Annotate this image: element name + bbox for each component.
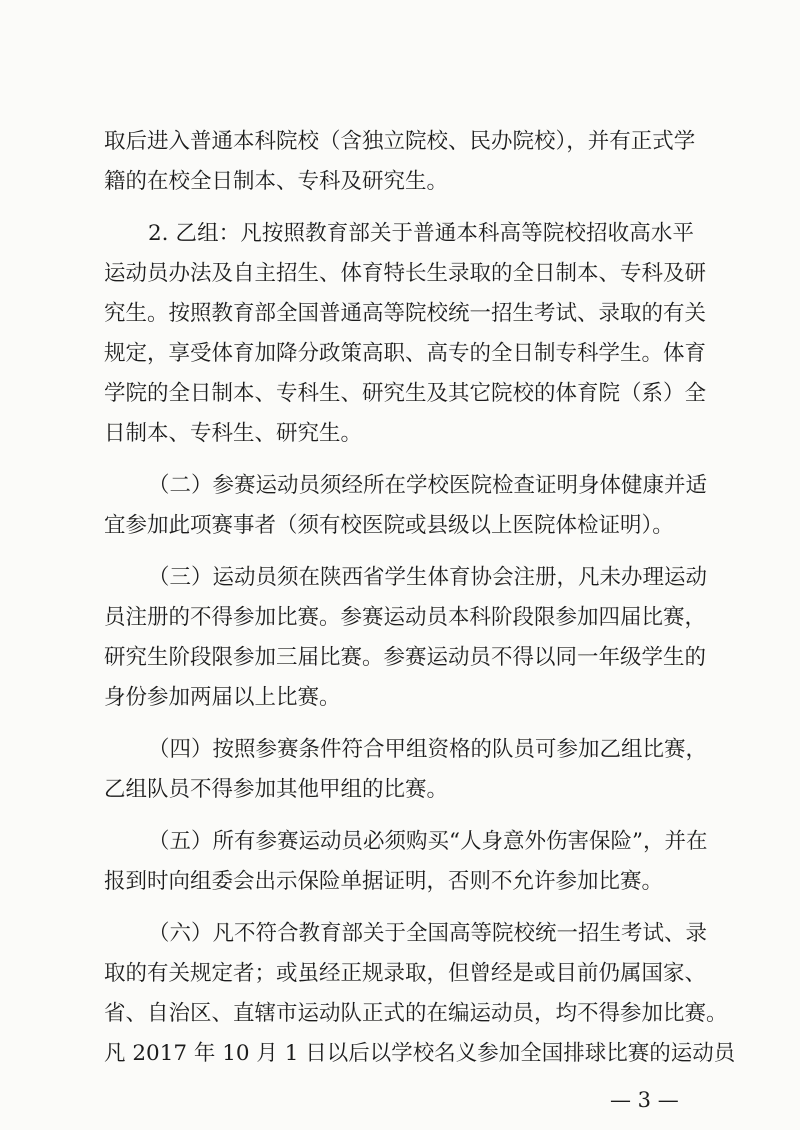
text-line: （三）运动员须在陕西省学生体育协会注册，凡未办理运动 xyxy=(148,565,708,590)
text-line: （五）所有参赛运动员必须购买“人身意外伤害保险”，并在 xyxy=(148,829,708,854)
page-number: — 3 — xyxy=(610,1088,679,1112)
text-line: 身份参加两届以上比赛。 xyxy=(104,685,341,710)
paragraph-section-2 xyxy=(104,466,708,546)
text-line: 籍的在校全日制本、专科及研究生。 xyxy=(104,169,449,194)
text-line: （六）凡不符合教育部关于全国高等院校统一招生考试、录 xyxy=(148,921,708,946)
text-line: 乙组队员不得参加其他甲组的比赛。 xyxy=(104,777,449,802)
paragraph-section-3 xyxy=(104,558,708,718)
text-line: 日制本、专科生、研究生。 xyxy=(104,421,363,446)
paragraph-section-5 xyxy=(104,822,708,902)
paragraph-group-b xyxy=(104,214,707,454)
text-line: 凡 2017 年 10 月 1 日以后以学校名义参加全国排球比赛的运动员 xyxy=(104,1041,736,1066)
paragraph-section-4 xyxy=(104,730,708,810)
text-line: 取后进入普通本科院校（含独立院校、民办院校），并有正式学 xyxy=(104,129,696,154)
text-line: 规定，享受体育加降分政策高职、高专的全日制专科学生。体育 xyxy=(104,341,707,366)
text-line: 2. 乙组：凡按照教育部关于普通本科高等院校招收高水平 xyxy=(148,221,694,246)
text-line: （四）按照参赛条件符合甲组资格的队员可参加乙组比赛， xyxy=(148,737,708,762)
text-line: 报到时向组委会出示保险单据证明，否则不允许参加比赛。 xyxy=(104,869,664,894)
text-line: 运动员办法及自主招生、体育特长生录取的全日制本、专科及研 xyxy=(104,261,707,286)
paragraph-section-6 xyxy=(104,914,736,1074)
text-line: 究生。按照教育部全国普通高等院校统一招生考试、录取的有关 xyxy=(104,301,707,326)
text-line: 取的有关规定者；或虽经正规录取，但曾经是或目前仍属国家、 xyxy=(104,961,707,986)
text-line: （二）参赛运动员须经所在学校医院检查证明身体健康并适 xyxy=(148,473,708,498)
paragraph-continuation xyxy=(104,122,694,202)
text-line: 学院的全日制本、专科生、研究生及其它院校的体育院（系）全 xyxy=(104,381,707,406)
text-line: 研究生阶段限参加三届比赛。参赛运动员不得以同一年级学生的 xyxy=(104,645,707,670)
document-body xyxy=(104,122,736,1074)
text-line: 员注册的不得参加比赛。参赛运动员本科阶段限参加四届比赛， xyxy=(104,605,707,630)
text-line: 省、自治区、直辖市运动队正式的在编运动员，均不得参加比赛。 xyxy=(104,1001,728,1026)
text-line: 宜参加此项赛事者（须有校医院或县级以上医院体检证明）。 xyxy=(104,513,674,538)
